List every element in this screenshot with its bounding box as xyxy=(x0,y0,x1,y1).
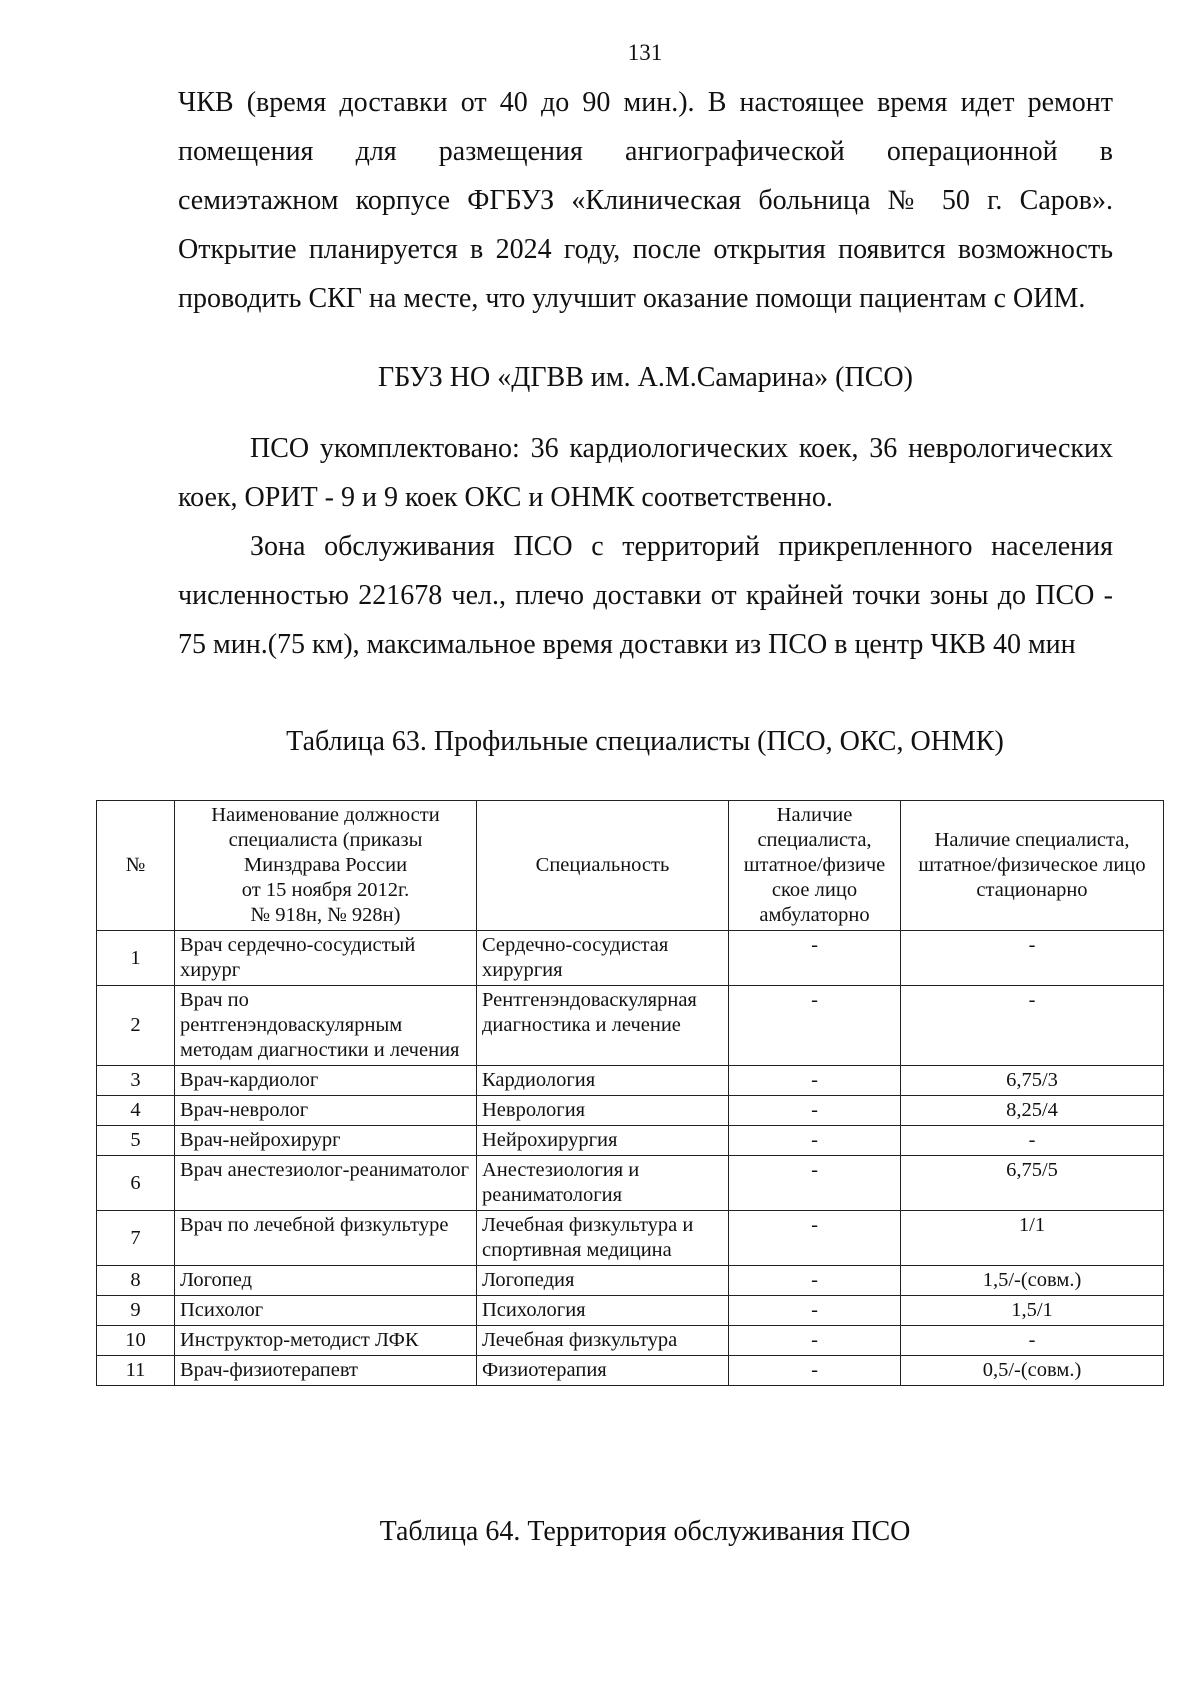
row-position: Врач по лечебной физкультуре xyxy=(175,1211,477,1266)
intro-paragraph xyxy=(178,78,1113,323)
table-header-row xyxy=(97,801,1164,931)
table-row xyxy=(97,1326,1164,1356)
row-specialty: Лечебная физкультура xyxy=(477,1326,729,1356)
service-zone-paragraph xyxy=(178,522,1113,669)
table-row xyxy=(97,986,1164,1066)
row-inpatient: 1/1 xyxy=(901,1211,1164,1266)
row-specialty: Анестезиология и реаниматология xyxy=(477,1156,729,1211)
header-inpatient: Наличие специалиста, штатное/физическое лицо стационарно xyxy=(901,801,1164,931)
header-specialty: Специальность xyxy=(477,801,729,931)
row-outpatient: - xyxy=(729,1156,901,1211)
table-row xyxy=(97,1066,1164,1096)
row-specialty: Лечебная физкультура и спортивная медицина xyxy=(477,1211,729,1266)
table-row xyxy=(97,1126,1164,1156)
row-inpatient: 8,25/4 xyxy=(901,1096,1164,1126)
paragraph-line: помещения для размещения ангиографической операционной в xyxy=(178,136,1113,167)
row-position: Врач-нейрохирург xyxy=(175,1126,477,1156)
row-specialty: Логопедия xyxy=(477,1266,729,1296)
row-num: 9 xyxy=(97,1296,175,1326)
row-specialty: Сердечно-сосудистая хирургия xyxy=(477,931,729,986)
table-row xyxy=(97,1296,1164,1326)
paragraph-line: проводить СКГ на месте, что улучшит оказание помощи пациентам с ОИМ. xyxy=(178,283,1086,314)
row-outpatient: - xyxy=(729,1211,901,1266)
row-inpatient: - xyxy=(901,1326,1164,1356)
page-number: 131 xyxy=(627,40,663,65)
row-position: Инструктор-методист ЛФК xyxy=(175,1326,477,1356)
row-specialty: Нейрохирургия xyxy=(477,1126,729,1156)
row-inpatient: 6,75/5 xyxy=(901,1156,1164,1211)
row-num: 10 xyxy=(97,1326,175,1356)
paragraph-line: 75 мин.(75 км), максимальное время доставки из ПСО в центр ЧКВ 40 мин xyxy=(178,629,1076,660)
row-specialty: Кардиология xyxy=(477,1066,729,1096)
row-outpatient: - xyxy=(729,931,901,986)
row-num: 1 xyxy=(97,931,175,986)
table-row xyxy=(97,1266,1164,1296)
row-outpatient: - xyxy=(729,1066,901,1096)
paragraph-line: ПСО укомплектовано: 36 кардиологических коек, 36 неврологических xyxy=(250,433,1113,464)
paragraph-line: ЧКВ (время доставки от 40 до 90 мин.). В настоящее время идет ремонт xyxy=(178,87,1113,118)
row-outpatient: - xyxy=(729,986,901,1066)
table-row xyxy=(97,931,1164,986)
row-outpatient: - xyxy=(729,1326,901,1356)
row-position: Психолог xyxy=(175,1296,477,1326)
row-position: Врач-кардиолог xyxy=(175,1066,477,1096)
row-outpatient: - xyxy=(729,1126,901,1156)
row-num: 5 xyxy=(97,1126,175,1156)
header-num: № xyxy=(97,801,175,931)
row-inpatient: 1,5/-(совм.) xyxy=(901,1266,1164,1296)
paragraph-line: численностью 221678 чел., плечо доставки от крайней точки зоны до ПСО - xyxy=(178,580,1113,611)
table-row xyxy=(97,1096,1164,1126)
row-inpatient: 6,75/3 xyxy=(901,1066,1164,1096)
row-num: 8 xyxy=(97,1266,175,1296)
row-position: Врач-физиотерапевт xyxy=(175,1356,477,1386)
row-outpatient: - xyxy=(729,1096,901,1126)
row-num: 11 xyxy=(97,1356,175,1386)
row-position: Врач-невролог xyxy=(175,1096,477,1126)
header-position: Наименование должности специалиста (приказы Минздрава России от 15 ноября 2012г. № 918н, № 928н) xyxy=(175,801,477,931)
row-inpatient: 1,5/1 xyxy=(901,1296,1164,1326)
row-outpatient: - xyxy=(729,1296,901,1326)
table-row xyxy=(97,1156,1164,1211)
row-num: 4 xyxy=(97,1096,175,1126)
table-row xyxy=(97,1211,1164,1266)
paragraph-line: Зона обслуживания ПСО с территорий прикрепленного населения xyxy=(250,531,1113,562)
row-position: Логопед xyxy=(175,1266,477,1296)
paragraph-line: Открытие планируется в 2024 году, после открытия появится возможность xyxy=(178,234,1113,265)
row-inpatient: 0,5/-(совм.) xyxy=(901,1356,1164,1386)
table-row xyxy=(97,1356,1164,1386)
staffing-paragraph xyxy=(178,424,1113,522)
row-specialty: Физиотерапия xyxy=(477,1356,729,1386)
row-inpatient: - xyxy=(901,986,1164,1066)
row-inpatient: - xyxy=(901,931,1164,986)
row-inpatient: - xyxy=(901,1126,1164,1156)
table-64-caption: Таблица 64. Территория обслуживания ПСО xyxy=(379,1516,911,1547)
specialists-table xyxy=(96,800,1164,1386)
row-position: Врач сердечно-сосудистый хирург xyxy=(175,931,477,986)
row-position: Врач анестезиолог-реаниматолог xyxy=(175,1156,477,1211)
paragraph-line: семиэтажном корпусе ФГБУЗ «Клиническая больница № 50 г. Саров». xyxy=(178,185,1113,216)
row-num: 6 xyxy=(97,1156,175,1211)
row-specialty: Неврология xyxy=(477,1096,729,1126)
row-position: Врач по рентгенэндоваскулярным методам диагностики и лечения xyxy=(175,986,477,1066)
section-title: ГБУЗ НО «ДГВВ им. А.М.Самарина» (ПСО) xyxy=(378,362,913,393)
row-specialty: Психология xyxy=(477,1296,729,1326)
row-num: 7 xyxy=(97,1211,175,1266)
table-63-caption: Таблица 63. Профильные специалисты (ПСО, ОКС, ОНМК) xyxy=(286,726,1004,757)
row-num: 3 xyxy=(97,1066,175,1096)
row-num: 2 xyxy=(97,986,175,1066)
paragraph-line: коек, ОРИТ - 9 и 9 коек ОКС и ОНМК соответственно. xyxy=(178,482,833,513)
row-specialty: Рентгенэндоваскулярная диагностика и лечение xyxy=(477,986,729,1066)
header-outpatient: Наличие специалиста, штатное/физиче ское лицо амбулаторно xyxy=(729,801,901,931)
row-outpatient: - xyxy=(729,1266,901,1296)
row-outpatient: - xyxy=(729,1356,901,1386)
